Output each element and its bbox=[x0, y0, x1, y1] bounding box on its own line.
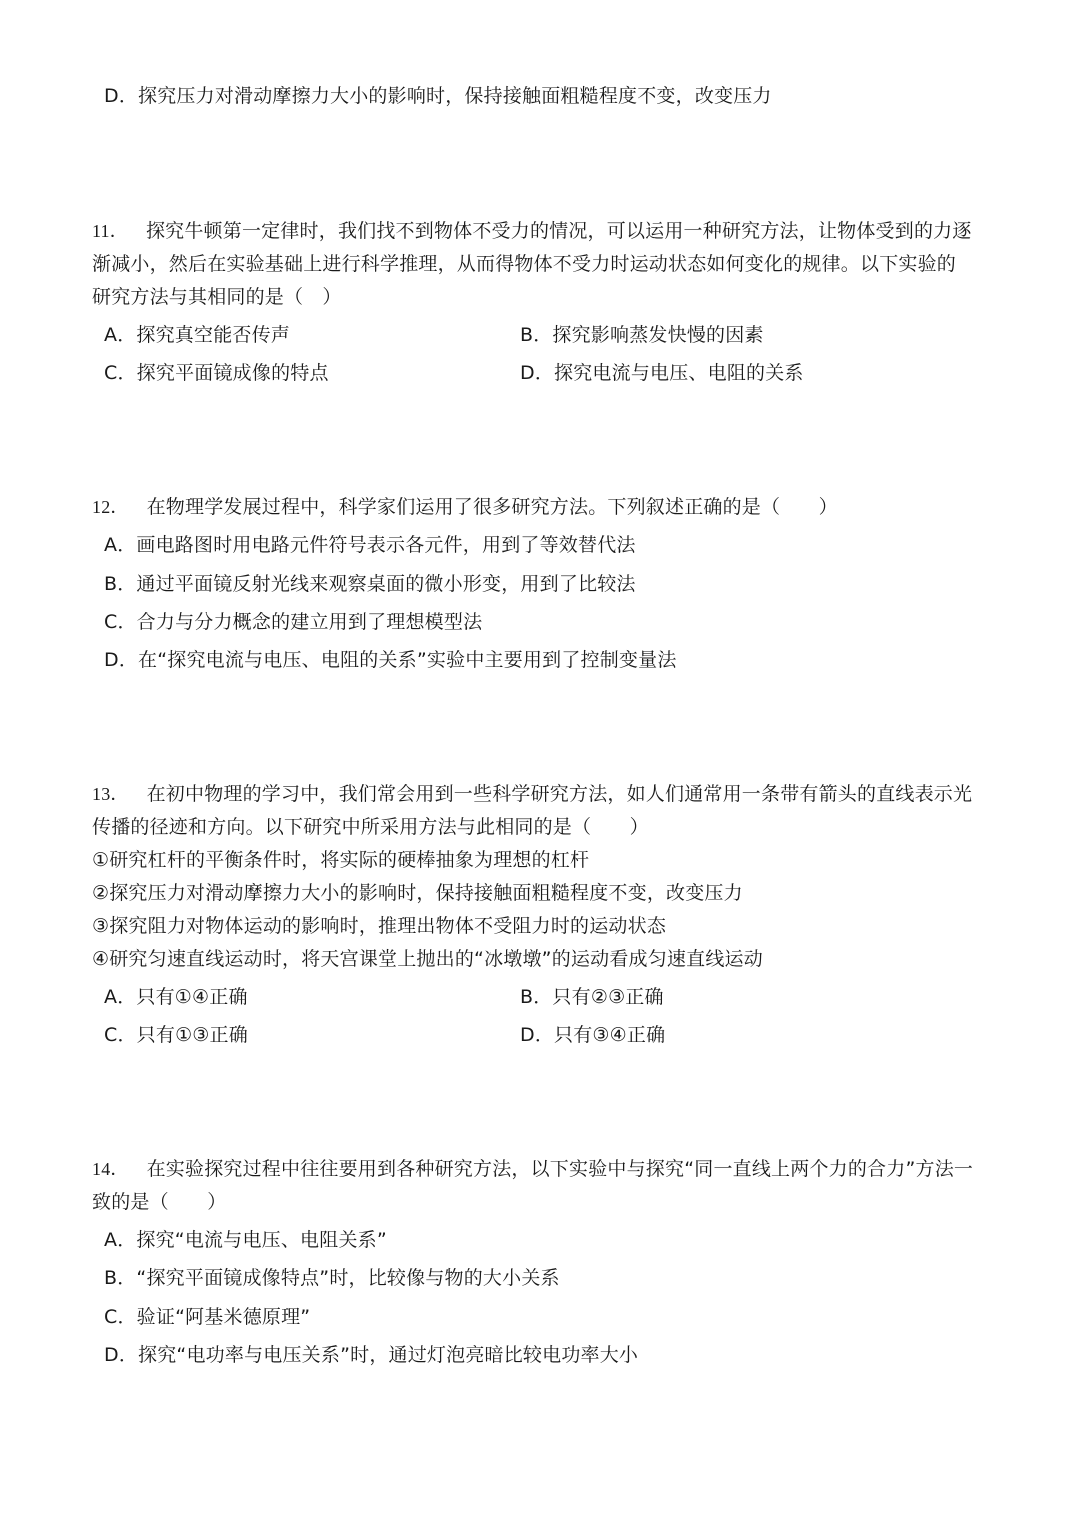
q11-stem-line1 bbox=[92, 219, 972, 243]
q14-option-d: D．探究“电功率与电压关系”时，通过灯泡亮暗比较电功率大小 bbox=[104, 1344, 639, 1366]
q12-stem-text1: 在物理学发展过程中，科学家们运用了很多研究方法。下列叙述正确的是（ ） bbox=[146, 496, 838, 518]
q11-stem-line2: 渐减小，然后在实验基础上进行科学推理，从而得物体不受力时运动状态如何变化的规律。以下实验的 bbox=[92, 253, 957, 275]
q11-option-c: C．探究平面镜成像的特点 bbox=[104, 362, 329, 384]
q13-option-c: C．只有①③正确 bbox=[104, 1024, 248, 1046]
q14-stem-line1 bbox=[92, 1157, 973, 1181]
q14-stem-line2: 致的是（ ） bbox=[92, 1191, 227, 1213]
q11-option-a: A．探究真空能否传声 bbox=[104, 324, 290, 346]
q14-stem-text1: 在实验探究过程中往往要用到各种研究方法，以下实验中与探究“同一直线上两个力的合力”方法一 bbox=[146, 1158, 974, 1180]
q13-item-2: ②探究压力对滑动摩擦力大小的影响时，保持接触面粗糙程度不变，改变压力 bbox=[92, 882, 743, 904]
q13-stem-line1 bbox=[92, 782, 972, 806]
q12-stem-line1 bbox=[92, 495, 838, 519]
q13-stem-line2: 传播的径迹和方向。以下研究中所采用方法与此相同的是（ ） bbox=[92, 816, 649, 838]
q12-option-a: A．画电路图时用电路元件符号表示各元件，用到了等效替代法 bbox=[104, 534, 636, 556]
q11-stem-text1: 探究牛顿第一定律时，我们找不到物体不受力的情况，可以运用一种研究方法，让物体受到的力逐 bbox=[145, 220, 972, 242]
q13-option-d: D．只有③④正确 bbox=[520, 1024, 666, 1046]
q13-stem-text1: 在初中物理的学习中，我们常会用到一些科学研究方法，如人们通常用一条带有箭头的直线表示光 bbox=[146, 783, 973, 805]
q13-number: 13． bbox=[92, 784, 129, 804]
q14-option-c: C．验证“阿基米德原理” bbox=[104, 1306, 311, 1328]
q14-option-a: A．探究“电流与电压、电阻关系” bbox=[104, 1229, 387, 1251]
q13-item-4: ④研究匀速直线运动时，将天宫课堂上抛出的“冰墩墩”的运动看成匀速直线运动 bbox=[92, 948, 763, 970]
q12-option-b: B．通过平面镜反射光线来观察桌面的微小形变，用到了比较法 bbox=[104, 573, 636, 595]
q11-number: 11． bbox=[92, 221, 128, 241]
q13-option-b: B．只有②③正确 bbox=[520, 986, 664, 1008]
q11-stem-line3: 研究方法与其相同的是（ ） bbox=[92, 286, 342, 308]
q13-item-1: ①研究杠杆的平衡条件时，将实际的硬棒抽象为理想的杠杆 bbox=[92, 849, 590, 871]
q12-number: 12． bbox=[92, 497, 129, 517]
q13-option-a: A．只有①④正确 bbox=[104, 986, 248, 1008]
q11-option-d: D．探究电流与电压、电阻的关系 bbox=[520, 362, 804, 384]
q11-option-b: B．探究影响蒸发快慢的因素 bbox=[520, 324, 764, 346]
q12-option-c: C．合力与分力概念的建立用到了理想模型法 bbox=[104, 611, 483, 633]
q13-item-3: ③探究阻力对物体运动的影响时，推理出物体不受阻力时的运动状态 bbox=[92, 915, 667, 937]
q14-option-b: B．“探究平面镜成像特点”时，比较像与物的大小关系 bbox=[104, 1267, 560, 1289]
q10-option-d: D．探究压力对滑动摩擦力大小的影响时，保持接触面粗糙程度不变，改变压力 bbox=[104, 85, 772, 107]
q12-option-d: D．在“探究电流与电压、电阻的关系”实验中主要用到了控制变量法 bbox=[104, 649, 677, 671]
q14-number: 14． bbox=[92, 1159, 129, 1179]
